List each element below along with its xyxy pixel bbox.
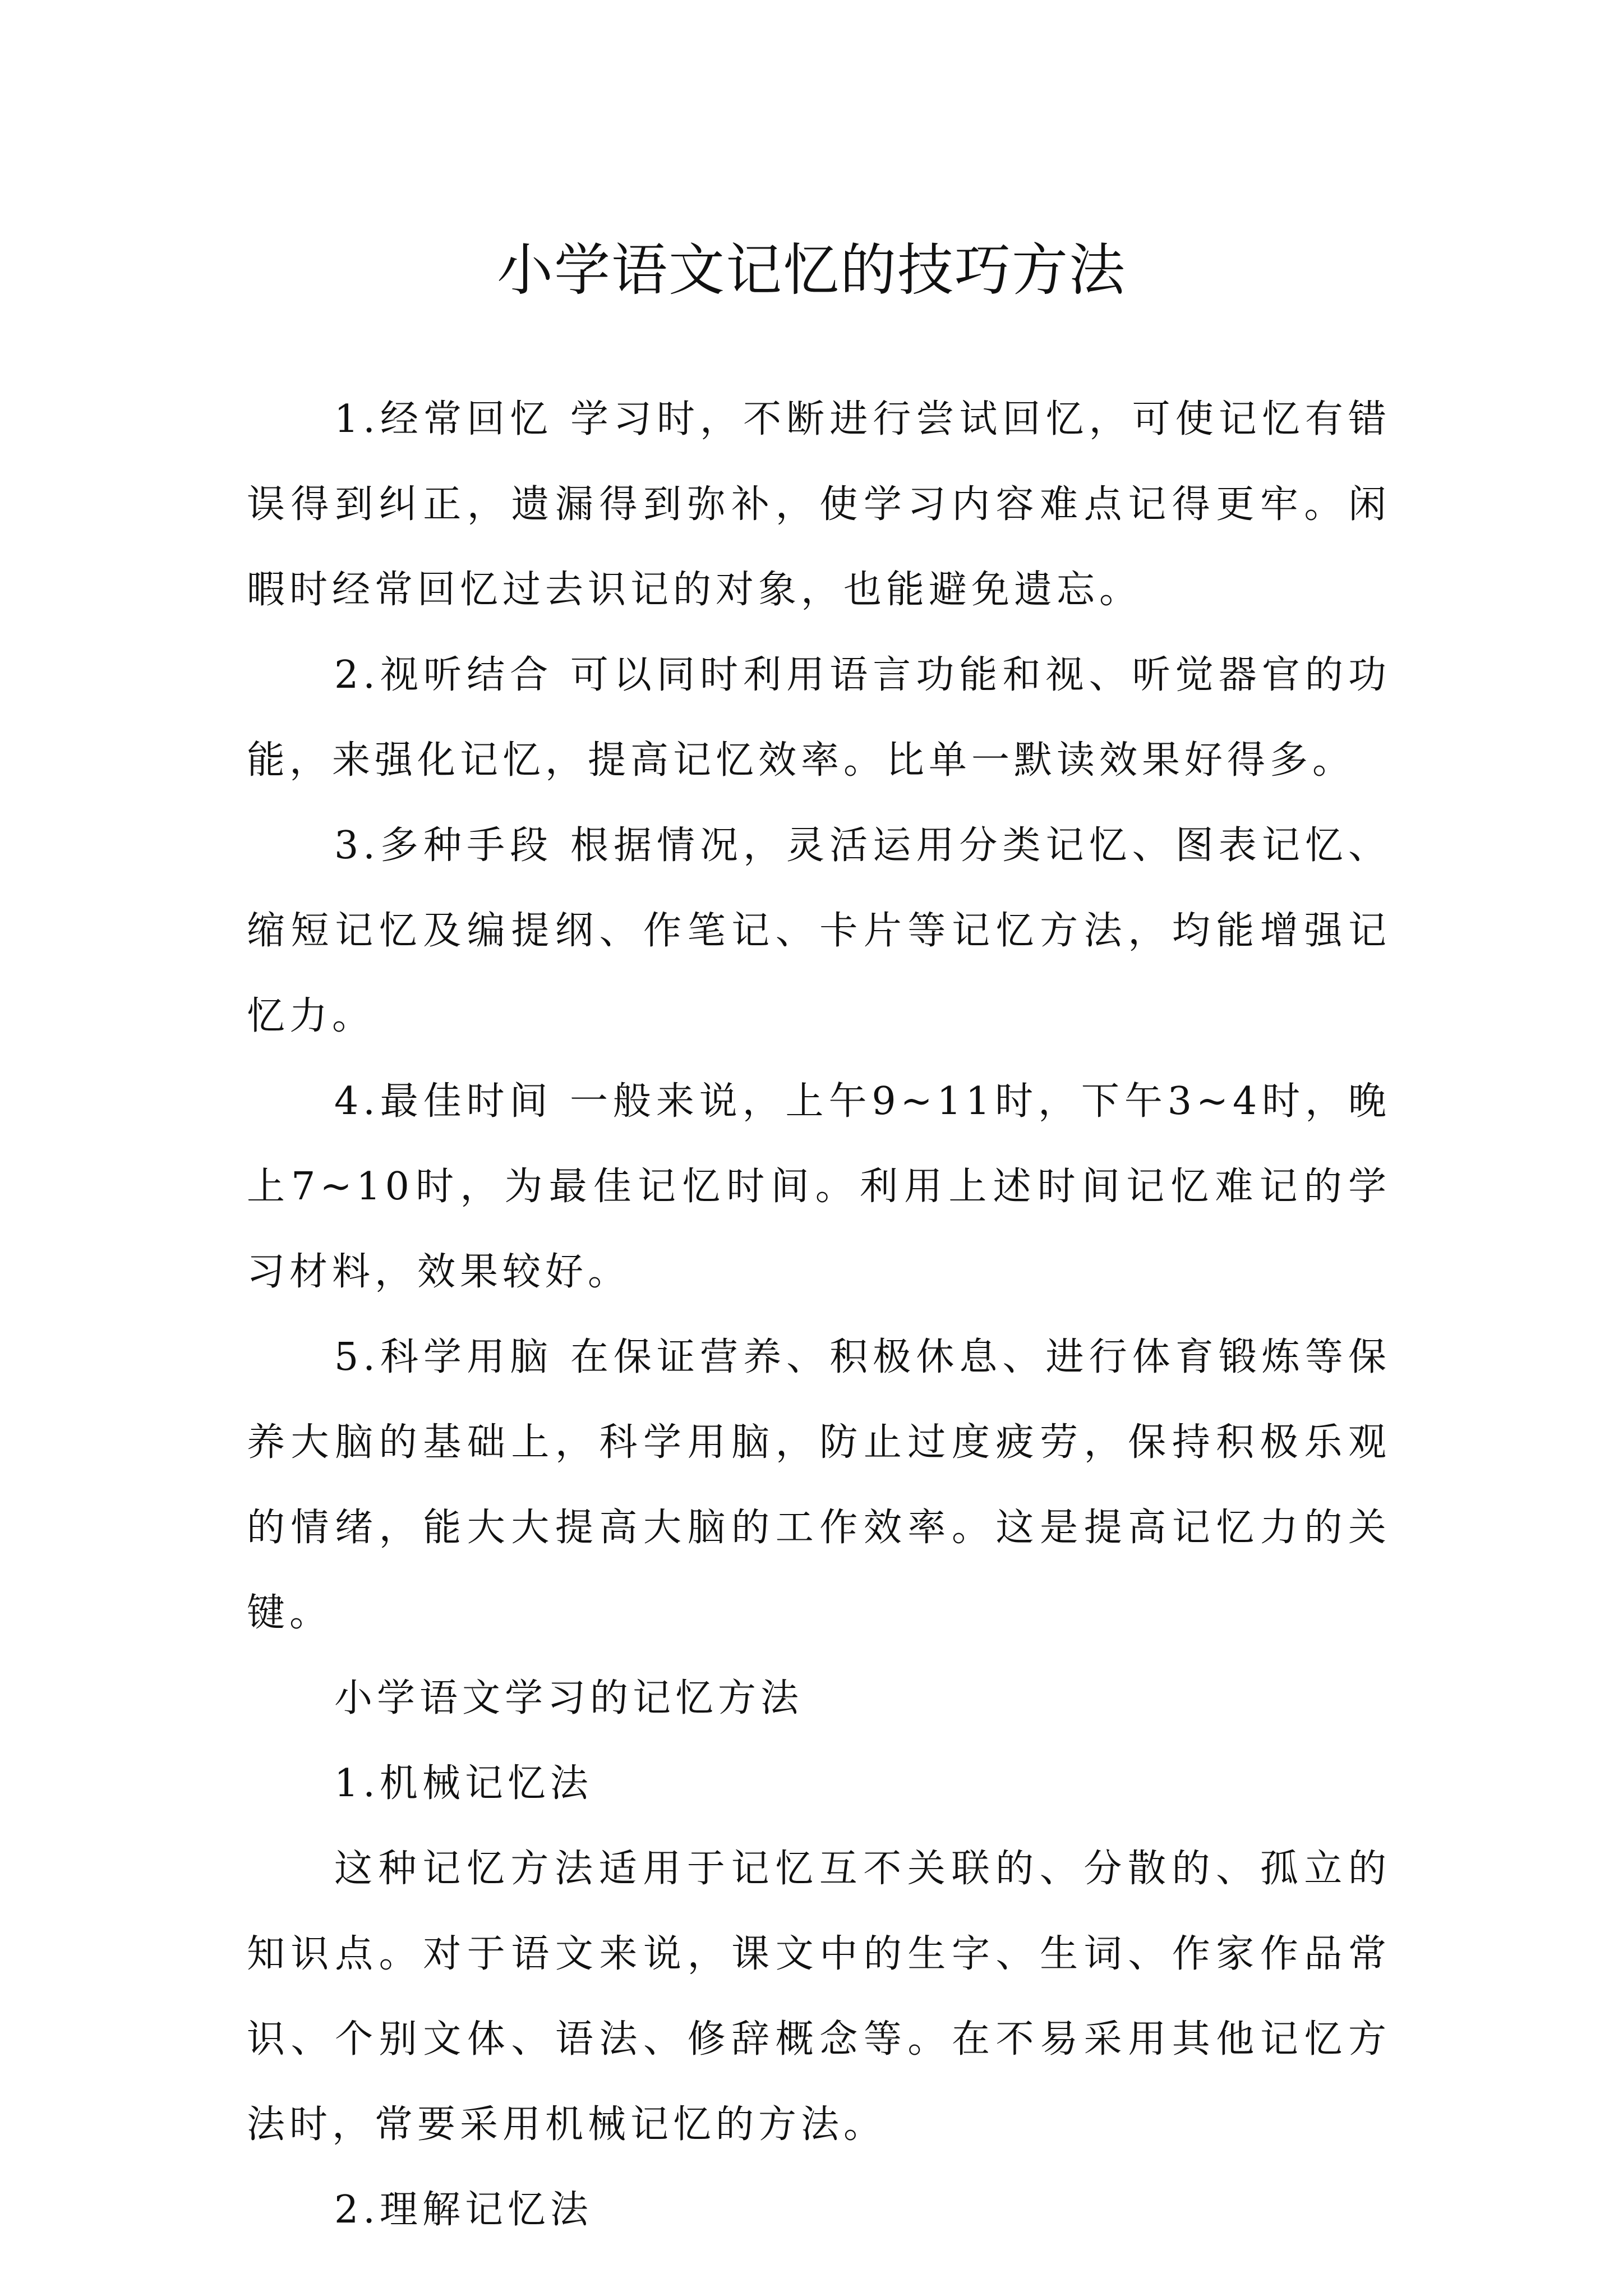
document-body [247, 377, 1391, 2253]
paragraph-tip-4: 4.最佳时间 一般来说，上午9~11时，下午3~4时，晚上7~10时，为最佳记忆时间。利用上述时间记忆难记的学习材料，效果较好。 [247, 1079, 1391, 1294]
paragraph-tip-3: 3.多种手段 根据情况，灵活运用分类记忆、图表记忆、缩短记忆及编提纲、作笔记、卡片等记忆方法，均能增强记忆力。 [247, 823, 1391, 1038]
paragraph-tip-5: 5.科学用脑 在保证营养、积极休息、进行体育锻炼等保养大脑的基础上，科学用脑，防止过度疲劳，保持积极乐观的情绪，能大大提高大脑的工作效率。这是提高记忆力的关键。 [247, 1335, 1391, 1635]
method-1-heading: 1.机械记忆法 [334, 1761, 593, 1806]
section-heading: 小学语文学习的记忆方法 [334, 1676, 804, 1720]
method-2-heading: 2.理解记忆法 [334, 2188, 593, 2232]
page-title: 小学语文记忆的技巧方法 [497, 237, 1126, 303]
paragraph-tip-2: 2.视听结合 可以同时利用语言功能和视、听觉器官的功能，来强化记忆，提高记忆效率。比单一默读效果好得多。 [247, 653, 1391, 783]
method-1-paragraph: 这种记忆方法适用于记忆互不关联的、分散的、孤立的知识点。对于语文来说，课文中的生字、生词、作家作品常识、个别文体、语法、修辞概念等。在不易采用其他记忆方法时，常要采用机械记忆的方法。 [247, 1847, 1391, 2147]
paragraph-tip-1: 1.经常回忆 学习时，不断进行尝试回忆，可使记忆有错误得到纠正，遗漏得到弥补，使学习内容难点记得更牢。闲暇时经常回忆过去识记的对象，也能避免遗忘。 [247, 397, 1391, 612]
